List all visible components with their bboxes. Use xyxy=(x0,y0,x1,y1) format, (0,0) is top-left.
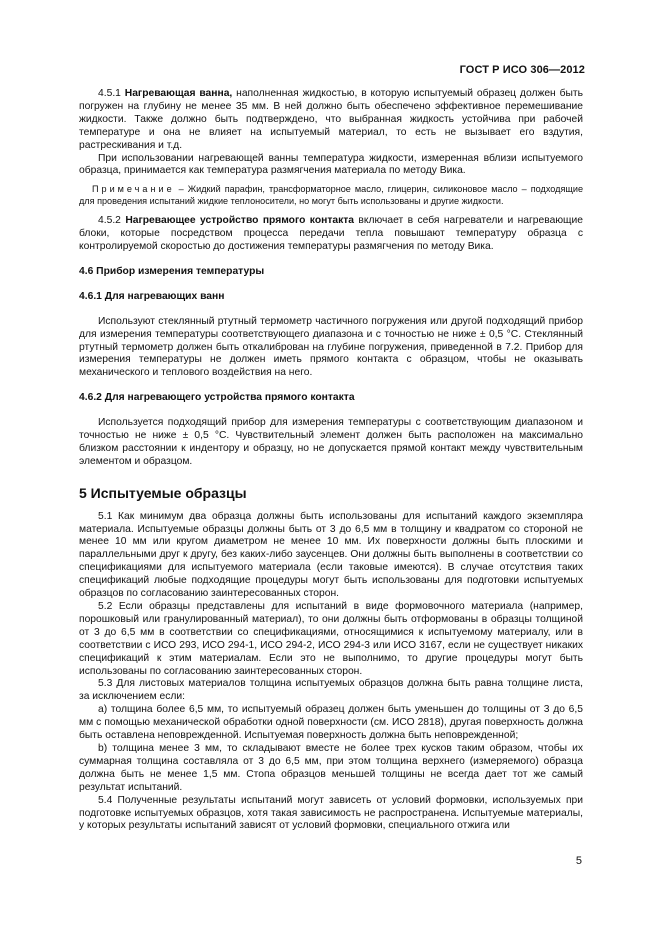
paragraph-4-6-1: Используют стеклянный ртутный термометр частичного погружения или другой подходящий прибор для измерения температуры соответствующего диапазона и с точностью не ниже ± 0,5 °C. Стеклянный ртутный термометр должен быть откалиброван на глубине погружения, приведенной в 7.2. Прибор для измерения температуры не должен иметь прямого контакта с образцом, чтобы не оказывать механического и теплового воздействия на него. xyxy=(79,315,583,379)
paragraph-4-5-1-cont: При использовании нагревающей ванны температура жидкости, измеренная вблизи испытуемого образца, принимается как температура размягчения материала по методу Вика. xyxy=(79,152,583,177)
paragraph-5-2: 5.2 Если образцы представлены для испытаний в виде формовочного материала (например, порошковый или гранулированный материал), то они должны быть отформованы в образцы толщиной от 3 до 6,5 мм в соответствии со спецификациями, относящимися к испытуемому материалу, или в соответствии с ИСО 293, ИСО 294-1, ИСО 294-2, ИСО 294-3 или ИСО 3167, если не существует никаких спецификаций к этим материалам. Если это не выполнимо, то другие процедуры могут быть использованы по согласованию заинтересованных сторон. xyxy=(79,601,583,677)
paragraph-text: включает в себя нагреватели и нагревающие блоки, которые посредством процесса передачи тепла повышают температуру образца с контролируемой скоростью до достижения температуры размягчения по методу Вика. xyxy=(79,215,583,252)
paragraph-4-6-2: Используется подходящий прибор для измерения температуры с соответствующим диапазоном и точностью не ниже ± 0,5 °C. Чувствительный элемент должен быть расположен на максимально близком расстоянии к индентору и образцу, но не допускается прямой контакт между чувствительным элементом и образцом. xyxy=(79,417,583,467)
clause-number: 4.5.2 xyxy=(98,215,121,227)
heading-4-6-2: 4.6.2 Для нагревающего устройства прямого контакта xyxy=(79,392,355,404)
standard-header: ГОСТ Р ИСО 306—2012 xyxy=(459,64,585,76)
paragraph-4-5-2 xyxy=(79,215,583,254)
heading-4-6: 4.6 Прибор измерения температуры xyxy=(79,265,265,277)
note-text: – Жидкий парафин, трансформаторное масло, глицерин, силиконовое масло – подходящие для проведения испытаний жидкие теплоносители, но могут быть использованы и другие жидкости. xyxy=(79,184,583,206)
paragraph-5-1: 5.1 Как минимум два образца должны быть использованы для испытаний каждого экземпляра материала. Испытуемые образцы должны быть от 3 до 6,5 мм в толщину и квадратом со стороной не менее 10 мм или кругом диаметром не менее 10 мм. Их поверхности должны быть плоскими и параллельными друг к другу, без каких-либо заусенцев. Они должны быть выполнены в соответствии со спецификациями для испытуемого материала (если таковые имеются). В случае отсутствия таких спецификаций любые подходящие процедуры могут быть использованы для подготовки испытуемых образцов по согласованию заинтересованных сторон. xyxy=(79,510,583,600)
term-heating-bath: Нагревающая ванна, xyxy=(124,88,233,99)
page-number: 5 xyxy=(575,855,582,867)
paragraph-4-5-1 xyxy=(79,88,583,153)
paragraph-text: наполненная жидкостью, в которую испытуемый образец должен быть погружен на глубину не менее 35 мм. В ней должно быть обеспечено эффективное перемешивание жидкости. Также должно быть подтверждено, что выбранная жидкость устойчива при рабочей температуре и она не влияет на испытуемый материал, то есть не вызывает его вздутия, растрескивания и т.д. xyxy=(79,88,583,151)
paragraph-5-3-b: b) толщина менее 3 мм, то складывают вместе не более трех кусков таким образом, чтобы их суммарная толщина составляла от 3 до 6,5 мм, при этом толщина верхнего (измеряемого) образца должна быть не менее 1,5 мм. Стопа образцов меньшей толщины не всегда дает тот же самый результат испытаний. xyxy=(79,742,583,793)
paragraph-5-3: 5.3 Для листовых материалов толщина испытуемых образцов должна быть равна толщине листа, за исключением если: xyxy=(79,678,583,703)
note-label: Примечание xyxy=(92,184,175,195)
clause-number: 4.5.1 xyxy=(98,88,121,99)
document-body xyxy=(79,88,583,833)
paragraph-5-3-a: а) толщина более 6,5 мм, то испытуемый образец должен быть уменьшен до толщины от 3 до 6,5 мм с помощью механической обработки одной поверхности (см. ИСО 2818), другая поверхность должна быть оставлена неповрежденной. Испытуемая поверхность должна быть неповрежденной; xyxy=(79,704,583,742)
heading-section-5: 5 Испытуемые образцы xyxy=(79,484,247,501)
note xyxy=(79,184,583,207)
paragraph-5-4: 5.4 Полученные результаты испытаний могут зависеть от условий формовки, используемых при подготовке испытуемых образцов, хотя такая зависимость не распространена. Испытуемые материалы, у которых результаты испытаний зависят от условий формовки, специального отжига или xyxy=(79,794,583,832)
term-direct-contact-device: Нагревающее устройство прямого контакта xyxy=(125,215,355,227)
heading-4-6-1: 4.6.1 Для нагревающих ванн xyxy=(79,290,225,302)
